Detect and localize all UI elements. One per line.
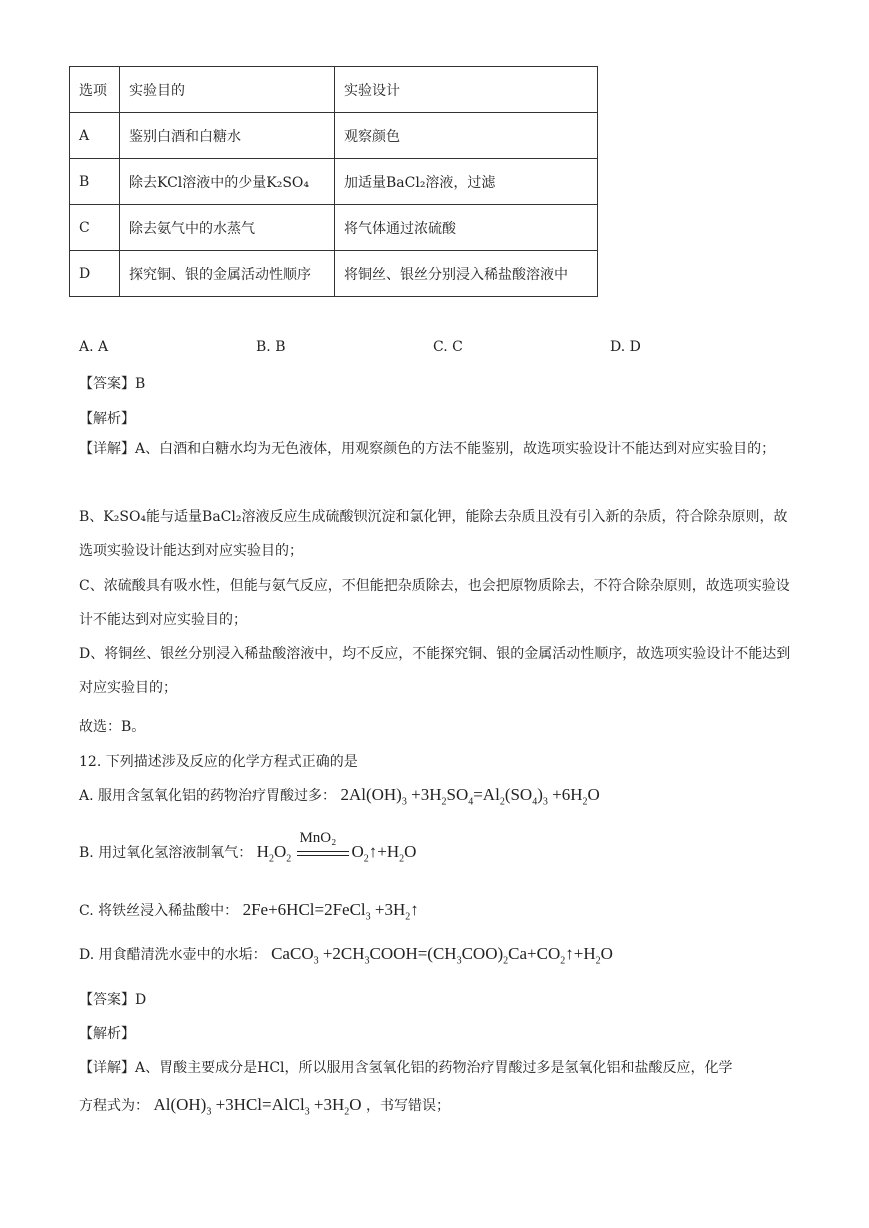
- q12-option-b: [79, 830, 417, 868]
- q12-option-a-text: A. 服用含氢氧化铝的药物治疗胃酸过多：: [79, 788, 337, 804]
- q11-option-b: B. B: [256, 339, 286, 355]
- table-header-cell: 实验目的: [120, 67, 335, 113]
- table-cell: 探究铜、银的金属活动性顺序: [120, 251, 335, 297]
- table-row: [70, 205, 598, 251]
- q12-option-d: [79, 944, 613, 966]
- q11-answer: 【答案】B: [79, 376, 146, 392]
- equation-d: CaCO$_3$ $+2CH_3COOH=(CH_3COO)_2Ca+CO_2↑+H_2O$: [271, 944, 613, 967]
- table-cell: 除去KCl溶液中的少量K₂SO₄: [120, 159, 335, 205]
- q11-detail-b: B、K₂SO₄能与适量BaCl₂溶液反应生成硫酸钡沉淀和氯化钾，能除去杂质且没有引入新的杂质，符合除杂原则，故选项实验设计能达到对应实验目的；: [79, 509, 788, 559]
- table-cell: 除去氨气中的水蒸气: [120, 205, 335, 251]
- q12-stem: 12. 下列描述涉及反应的化学方程式正确的是: [79, 754, 358, 770]
- q11-detail-c: C、浓硫酸具有吸水性，但能与氨气反应，不但能把杂质除去，也会把原物质除去，不符合除杂原则，故选项实验设计不能达到对应实验目的；: [79, 578, 790, 628]
- q11-analysis-label: 【解析】: [79, 411, 135, 427]
- q12-detail-a-lead: 方程式为：: [79, 1098, 149, 1114]
- table-cell: D: [70, 251, 120, 297]
- q12-option-c-text: C. 将铁丝浸入稀盐酸中：: [79, 903, 239, 919]
- q12-detail-a-tail: ，书写错误；: [366, 1098, 451, 1114]
- table-cell: 鉴别白酒和白糖水: [120, 113, 335, 159]
- q11-detail-a: 【详解】A、白酒和白糖水均为无色液体，用观察颜色的方法不能鉴别，故选项实验设计不能达到对应实验目的；: [79, 441, 776, 457]
- q11-choice: 故选：B。: [79, 719, 146, 735]
- table-cell: 加适量BaCl₂溶液，过滤: [335, 159, 598, 205]
- q12-detail-a-line1: 【详解】A、胃酸主要成分是HCl，所以服用含氢氧化铝的药物治疗胃酸过多是氢氧化铝和盐酸反应，化学: [79, 1060, 733, 1076]
- q11-option-a: A. A: [79, 339, 109, 355]
- experiment-table: [69, 66, 598, 297]
- table-cell: 观察颜色: [335, 113, 598, 159]
- table-cell: A: [70, 113, 120, 159]
- equation-c: 2Fe+6HCl=2FeCl$_3$ $+3H_2↑$: [242, 900, 419, 923]
- q12-option-a: [79, 785, 600, 807]
- q11-option-c: C. C: [433, 339, 463, 355]
- q11-detail-d: D、将铜丝、银丝分别浸入稀盐酸溶液中，均不反应，不能探究铜、银的金属活动性顺序，故选项实验设计不能达到对应实验目的；: [79, 646, 791, 696]
- table-row: [70, 113, 598, 159]
- q11-options: [79, 339, 839, 359]
- experiment-table-body: [70, 67, 598, 297]
- equation-correct-a: $Al(OH)_3$ +3HCl=AlCl$_3$ $+3H_2O$: [153, 1095, 362, 1118]
- table-header-row: [70, 67, 598, 113]
- catalyst-condition: [295, 830, 351, 868]
- q11-option-d: D. D: [610, 339, 641, 355]
- equation-a: $2Al(OH)_3 +3H_2SO_4=Al_2(SO_4)_3 +6H_2O$: [340, 785, 600, 808]
- table-row: [70, 251, 598, 297]
- table-row: [70, 159, 598, 205]
- q12-option-c: [79, 900, 419, 922]
- q12-answer: 【答案】D: [79, 992, 147, 1008]
- table-cell: 将铜丝、银丝分别浸入稀盐酸溶液中: [335, 251, 598, 297]
- table-cell: B: [70, 159, 120, 205]
- table-cell: 将气体通过浓硫酸: [335, 205, 598, 251]
- catalyst-label: MnO₂: [299, 830, 337, 846]
- q12-detail-a-line2: [79, 1095, 450, 1117]
- q12-analysis-label: 【解析】: [79, 1026, 135, 1042]
- q12-option-b-text: B. 用过氧化氢溶液制氧气：: [79, 844, 253, 861]
- table-cell: C: [70, 205, 120, 251]
- table-header-cell: 选项: [70, 67, 120, 113]
- equation-b: $H_2O_2$ MnO₂ $O_2↑+H_2O$: [257, 842, 417, 861]
- table-header-cell: 实验设计: [335, 67, 598, 113]
- q12-option-d-text: D. 用食醋清洗水壶中的水垢：: [79, 947, 267, 963]
